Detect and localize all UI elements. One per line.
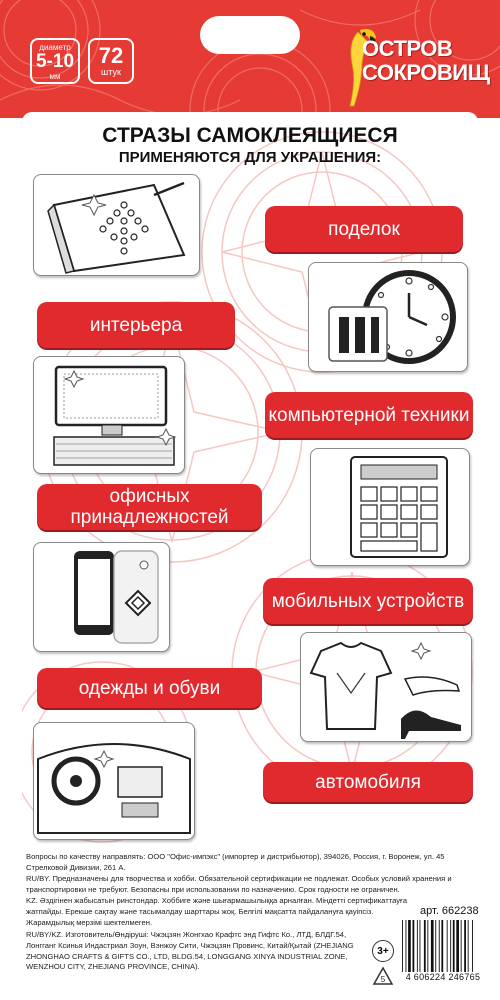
use-label-computer: компьютерной техники bbox=[265, 392, 473, 438]
count-unit: штук bbox=[101, 67, 121, 77]
notebook-with-rhinestones-icon bbox=[33, 174, 200, 276]
car-dashboard-icon bbox=[33, 722, 195, 840]
ru-by-info-text: RU/BY. Предназначены для творчества и хобби. Обязательной сертификации не подлежат. Особых условий хранения и транспортировки не требуют. Безопасны при использовании по назначению. Срок годности не ограничен. bbox=[26, 874, 452, 894]
diameter-value: 5-10 bbox=[35, 51, 75, 72]
brand-logo bbox=[340, 20, 490, 100]
age-mark: 3+ bbox=[372, 940, 394, 962]
product-title: СТРАЗЫ САМОКЛЕЯЩИЕСЯ bbox=[102, 124, 398, 147]
use-label-mobile: мобильных устройств bbox=[263, 578, 473, 624]
barcode-icon bbox=[400, 920, 480, 980]
count-value: 72 bbox=[98, 43, 124, 68]
diameter-unit: мм bbox=[49, 72, 61, 81]
use-label-office: офисных принадлежностей bbox=[37, 484, 262, 530]
quality-contact-text: Вопросы по качеству направлять: ООО "Офис-импэкс" (импортер и дистрибьютор), 394026, Россия, г. Воронеж, ул. 45 Стрелковой Дивизии, 261 А. bbox=[26, 852, 445, 872]
brand-name-line1: ОСТРОВ bbox=[362, 36, 453, 61]
calculator-icon bbox=[310, 448, 470, 566]
barcode-number: 4 606224 246765 bbox=[394, 972, 492, 982]
computer-monitor-keyboard-icon bbox=[33, 356, 185, 474]
header-band bbox=[0, 0, 500, 118]
use-label-car: автомобиля bbox=[263, 762, 473, 802]
mobile-phone-icon bbox=[33, 542, 170, 652]
article-number: арт. 662238 bbox=[420, 905, 479, 917]
diameter-badge bbox=[30, 38, 80, 84]
use-label-clothes: одежды и обуви bbox=[37, 668, 262, 708]
recycle-number: 5 bbox=[380, 975, 386, 984]
use-label-crafts: поделок bbox=[265, 206, 463, 252]
wall-clock-icon bbox=[308, 262, 468, 372]
brand-name-line2: СОКРОВИЩ bbox=[362, 60, 490, 85]
use-label-interior: интерьера bbox=[37, 302, 235, 348]
recycle-icon bbox=[372, 966, 394, 988]
product-subtitle: ПРИМЕНЯЮТСЯ ДЛЯ УКРАШЕНИЯ: bbox=[118, 149, 382, 166]
kz-info-text: KZ. Әздігінен жабысатын ринстондар. Хоббиге және шығармашылыққа арналған. Міндетті сертификаттауға жатпайды. Ерекше сақтау және тасымалдау шарттары жоқ. Белгілі мақсатта пайдалануға қауіпсіз. Жарамдылық мерзімі шектелмеген. bbox=[26, 896, 408, 927]
hang-hole bbox=[200, 16, 300, 54]
manufacturer-text: RU/BY/KZ. Изготовитель/Өндіруші: Чжэцзян Жонгхао Крафтс энд Гифтс Ко., ЛТД, БЛДГ.54, Лонгганг Ксинья Индастриал Зоун, Вэнжоу Сити, Чжэцзян Провинс, Китай/Қытай (ZHEJIANG ZHONGHAO CRAFTS & GIFTS CO., LTD, BLDG.54, LONGGANG XINYA INDUSTRIAL ZONE, WENZHOU CITY, ZHEJIANG PROVINCE, CHINA). bbox=[26, 930, 354, 972]
count-badge bbox=[88, 38, 134, 84]
diameter-label: диаметр bbox=[39, 43, 71, 52]
tshirt-shoes-icon bbox=[300, 632, 472, 742]
